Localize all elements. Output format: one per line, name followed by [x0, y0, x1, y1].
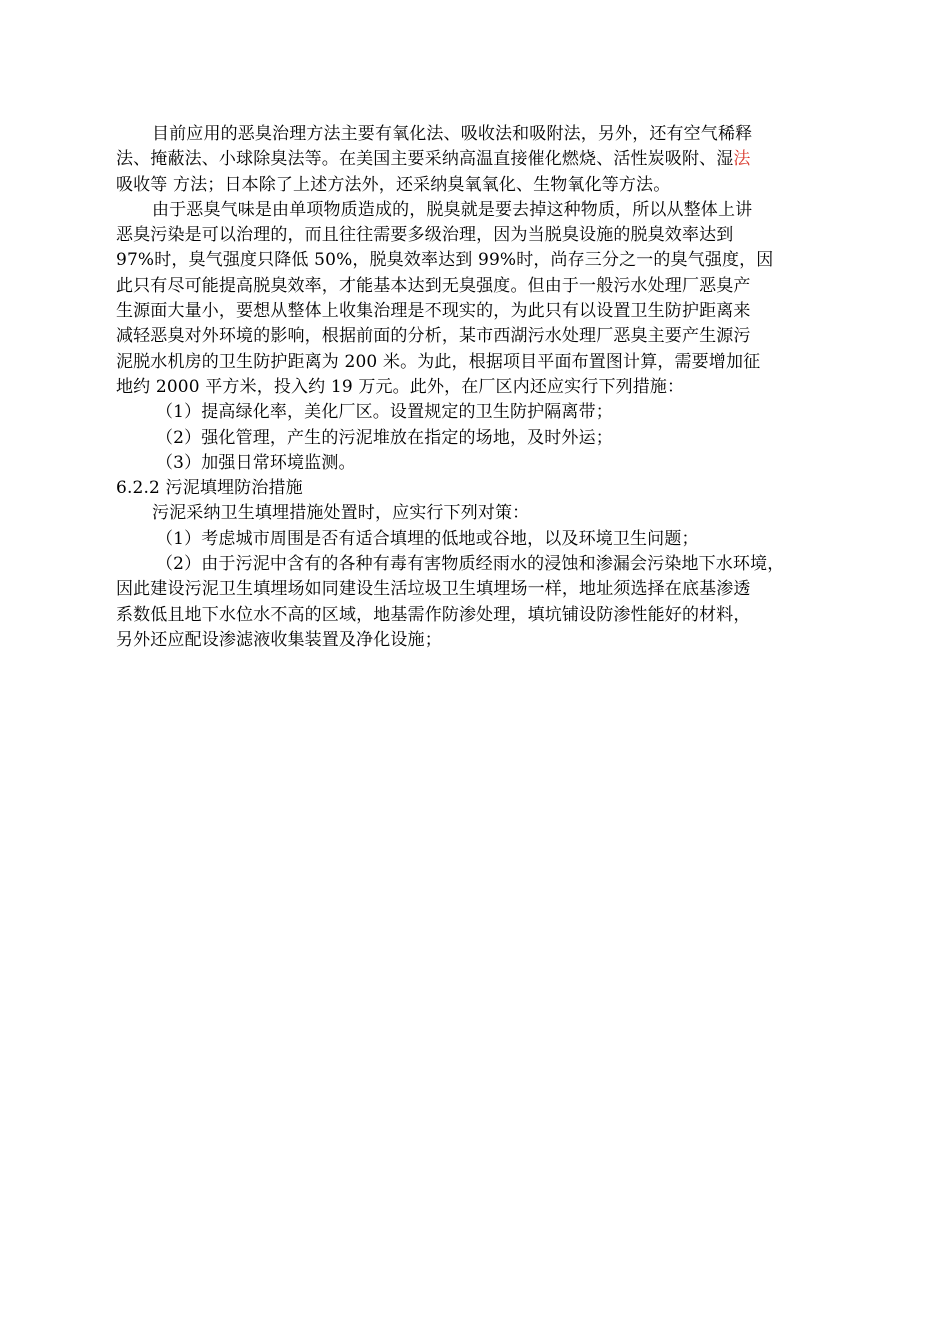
- list-item-continuation: 因此建设污泥卫生填埋场如同建设生活垃圾卫生填埋场一样，地址须选择在底基渗透: [116, 579, 751, 600]
- paragraph-line: [116, 147, 840, 172]
- paragraph-line: 减轻恶臭对外环境的影响，根据前面的分析，某市西湖污水处理厂恶臭主要产生源污: [116, 326, 751, 347]
- highlighted-text: 法: [733, 149, 751, 170]
- paragraph-line: 由于恶臭气味是由单项物质造成的，脱臭就是要去掉这种物质，所以从整体上讲: [152, 199, 753, 220]
- paragraph-line: 泥脱水机房的卫生防护距离为 200 米。为此，根据项目平面布置图计算，需要增加征: [116, 351, 761, 372]
- paragraph-line: 目前应用的恶臭治理方法主要有氧化法、吸收法和吸附法，另外，还有空气稀释: [152, 124, 753, 144]
- paragraph-odor-analysis: [116, 198, 840, 400]
- list-item: （3）加强日常环境监测。: [156, 452, 356, 473]
- section-heading: 6.2.2 污泥填埋防治措施: [116, 478, 303, 499]
- list-item: （2）强化管理，产生的污泥堆放在指定的场地，及时外运；: [156, 427, 613, 448]
- paragraph-line: 恶臭污染是可以治理的，而且往往需要多级治理，因为当脱臭设施的脱臭效率达到: [116, 225, 734, 246]
- list-item: （1）提高绿化率，美化厂区。设置规定的卫生防护隔离带；: [156, 402, 613, 423]
- paragraph-odor-methods: [116, 122, 840, 198]
- measures-list: [116, 400, 840, 476]
- policies-list: [116, 527, 840, 653]
- document-page: [116, 122, 840, 653]
- list-item: （1）考虑城市周围是否有适合填埋的低地或谷地，以及环境卫生问题；: [156, 528, 699, 549]
- paragraph-line: 此只有尽可能提高脱臭效率，才能基本达到无臭强度。但由于一般污水处理厂恶臭产: [116, 275, 751, 296]
- paragraph-line: 地约 2000 平方米，投入约 19 万元。此外，在厂区内还应实行下列措施：: [116, 376, 685, 397]
- paragraph-line-text: 法、掩蔽法、小球除臭法等。在美国主要采纳高温直接催化燃烧、活性炭吸附、湿: [116, 149, 734, 170]
- paragraph-line: 吸收等 方法；日本除了上述方法外，还采纳臭氧氧化、生物氧化等方法。: [116, 174, 671, 195]
- section-intro: 污泥采纳卫生填埋措施处置时，应实行下列对策：: [152, 503, 530, 524]
- list-item-continuation: 另外还应配设渗滤液收集装置及净化设施；: [116, 629, 442, 650]
- paragraph-line: 生源面大量小，要想从整体上收集治理是不现实的，为此只有以设置卫生防护距离来: [116, 301, 751, 322]
- list-item-continuation: 系数低且地下水位水不高的区域，地基需作防渗处理，填坑铺设防渗性能好的材料，: [116, 604, 751, 625]
- paragraph-line: 97%时，臭气强度只降低 50%，脱臭效率达到 99%时，尚存三分之一的臭气强度，因: [116, 250, 774, 271]
- list-item: （2）由于污泥中含有的各种有毒有害物质经雨水的浸蚀和渗漏会污染地下水环境，: [156, 554, 785, 575]
